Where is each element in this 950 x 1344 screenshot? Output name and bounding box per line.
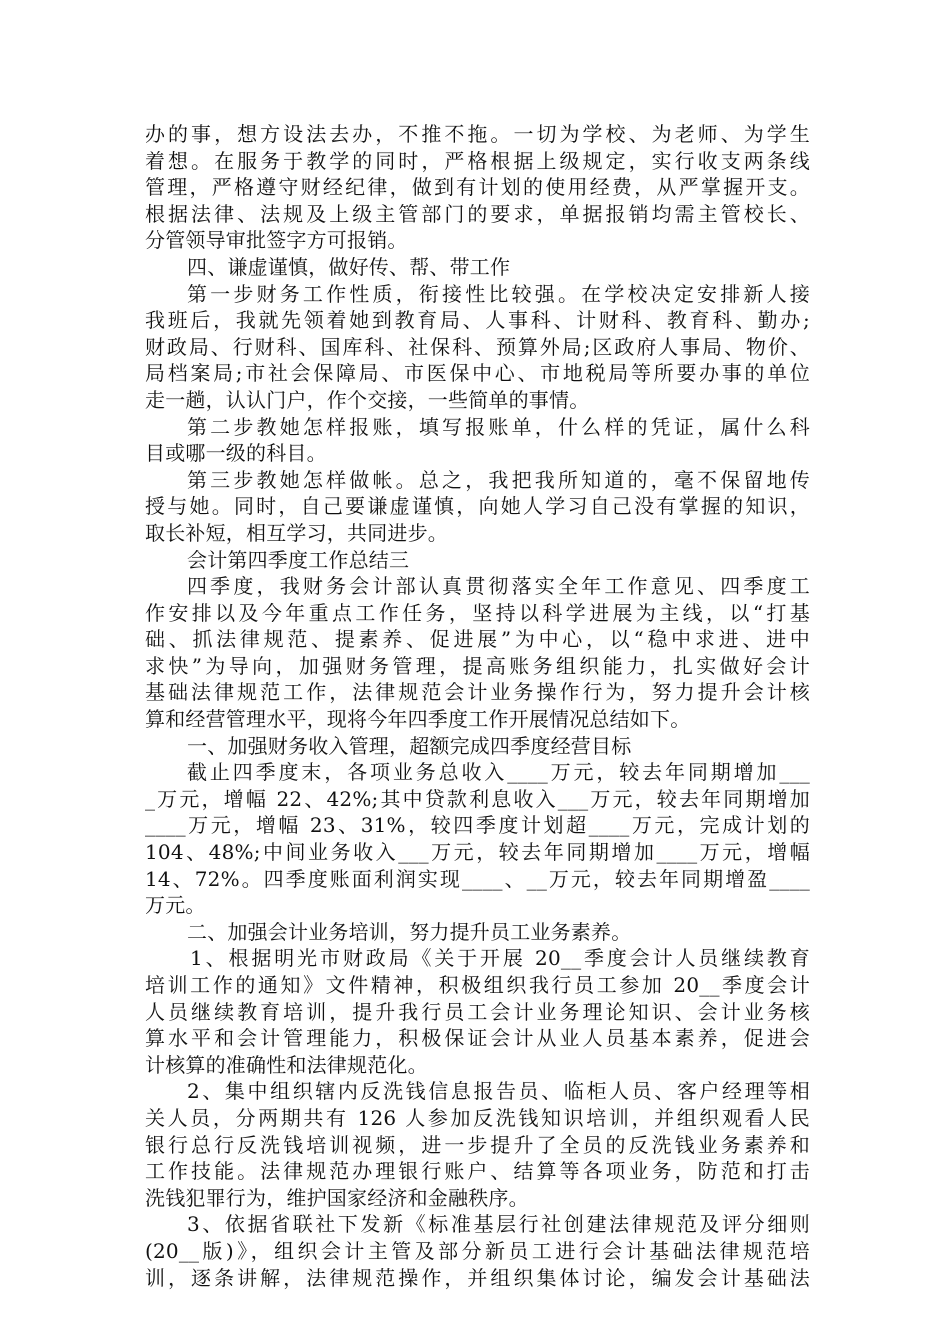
text-line: 工作技能。法律规范办理银行账户、结算等各项业务，防范和打击 xyxy=(145,1159,810,1184)
text-line: 算水平和会计管理能力，积极保证会计从业人员基本素养，促进会 xyxy=(145,1026,810,1051)
text-line: (20__版)》，组织会计主管及部分新员工进行会计基础法律规范培 xyxy=(145,1238,810,1263)
text-line: 作安排以及今年重点工作任务，坚持以科学进展为主线，以“打基 xyxy=(145,600,810,625)
text-line: 银行总行反洗钱培训视频，进一步提升了全员的反洗钱业务素养和 xyxy=(145,1132,810,1157)
text-line: 14、72%。四季度账面利润实现____、__万元，较去年同期增盈____ xyxy=(145,866,810,891)
text-line: 训，逐条讲解，法律规范操作，并组织集体讨论，编发会计基础法 xyxy=(145,1265,810,1290)
text-line: 万元。 xyxy=(145,893,206,918)
text-line: 算和经营管理水平，现将今年四季度工作开展情况总结如下。 xyxy=(145,707,691,732)
text-line: 走一趟，认认门户，作个交接，一些简单的事情。 xyxy=(145,387,590,412)
text-line: 局档案局;市社会保障局、市医保中心、市地税局等所要办事的单位 xyxy=(145,361,810,386)
text-line: 我班后，我就先领着她到教育局、人事科、计财科、教育科、勤办; xyxy=(145,308,810,333)
text-line: _万元，增幅 22、42%;其中贷款利息收入___万元，较去年同期增加 xyxy=(145,786,810,811)
text-line: 授与她。同时，自己要谦虚谨慎，向她人学习自己没有掌握的知识， xyxy=(145,494,810,519)
text-line: 关人员，分两期共有 126 人参加反洗钱知识培训，并组织观看人民 xyxy=(145,1105,810,1130)
text-line: 根据法律、法规及上级主管部门的要求，单据报销均需主管校长、 xyxy=(145,201,810,226)
text-line: 二、加强会计业务培训，努力提升员工业务素养。 xyxy=(187,919,632,944)
text-line: 一、加强财务收入管理，超额完成四季度经营目标 xyxy=(187,733,632,758)
text-line: ____万元，增幅 23、31%，较四季度计划超____万元，完成计划的 xyxy=(145,813,810,838)
text-line: 办的事，想方设法去办，不推不拖。一切为学校、为老师、为学生 xyxy=(145,122,810,146)
text-line: 基础法律规范工作，法律规范会计业务操作行为，努力提升会计核 xyxy=(145,680,810,705)
text-line: 础、抓法律规范、提素养、促进展”为中心，以“稳中求进、进中 xyxy=(145,627,810,652)
text-line: 管理，严格遵守财经纪律，做到有计划的使用经费，从严掌握开支。 xyxy=(145,175,810,200)
text-line: 会计第四季度工作总结三 xyxy=(187,547,410,572)
text-line: 求快”为导向，加强财务管理，提高账务组织能力，扎实做好会计 xyxy=(145,653,810,678)
text-line: 培训工作的通知》文件精神，积极组织我行员工参加 20__季度会计 xyxy=(145,973,810,997)
text-line: 104、48%;中间业务收入___万元，较去年同期增加____万元，增幅 xyxy=(145,840,810,865)
text-line: 截止四季度末，各项业务总收入____万元，较去年同期增加___ xyxy=(187,760,810,785)
text-line: 1、根据明光市财政局《关于开展 20__季度会计人员继续教育 xyxy=(190,946,810,971)
text-line: 分管领导审批签字方可报销。 xyxy=(145,228,408,253)
text-line: 计核算的准确性和法律规范化。 xyxy=(145,1052,428,1077)
text-line: 第一步财务工作性质，衔接性比较强。在学校决定安排新人接 xyxy=(187,281,810,306)
text-line: 着想。在服务于教学的同时，严格根据上级规定，实行收支两条线 xyxy=(145,148,810,173)
text-line: 2、集中组织辖内反洗钱信息报告员、临柜人员、客户经理等相 xyxy=(187,1079,810,1104)
text-line: 目或哪一级的科目。 xyxy=(145,441,327,466)
text-line: 3、依据省联社下发新《标准基层行社创建法律规范及评分细则 xyxy=(187,1212,810,1237)
document-body xyxy=(145,121,810,1291)
text-line: 洗钱犯罪行为，维护国家经济和金融秩序。 xyxy=(145,1185,529,1210)
text-line: 人员继续教育培训，提升我行员工会计业务理论知识、会计业务核 xyxy=(145,999,810,1024)
text-line: 第二步教她怎样报账，填写报账单，什么样的凭证，属什么科 xyxy=(187,414,810,439)
text-line: 四季度，我财务会计部认真贯彻落实全年工作意见、四季度工 xyxy=(187,574,810,599)
text-line: 取长补短，相互学习，共同进步。 xyxy=(145,520,448,545)
text-line: 财政局、行财科、国库科、社保科、预算外局;区政府人事局、物价、 xyxy=(145,334,810,359)
text-line: 第三步教她怎样做帐。总之，我把我所知道的，毫不保留地传 xyxy=(187,467,810,492)
text-line: 四、谦虚谨慎，做好传、帮、带工作 xyxy=(187,254,511,279)
